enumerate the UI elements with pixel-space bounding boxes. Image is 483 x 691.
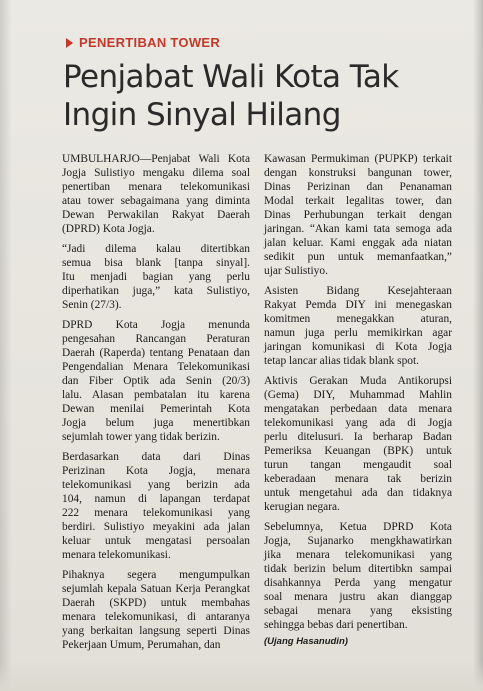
article-line: Rakyat Pemda DIY ini menegaskan <box>264 299 452 311</box>
article-line: 104, namun di lapangan terdapat <box>62 493 250 505</box>
paper-shadow-right <box>473 0 483 691</box>
article-line: sejumlah tower yang tidak berizin. <box>62 431 220 443</box>
article-line: disahkannya Perda yang mengatur <box>264 577 452 589</box>
triangle-bullet-icon <box>66 38 73 48</box>
article-line: UMBULHARJO—Penjabat Wali Kota <box>62 153 250 165</box>
article-line: DPRD Kota Jogja menunda <box>62 319 250 331</box>
article-line: menara telekomunikasi, di antaranya <box>62 611 250 623</box>
article-line: sejumlah kepala Satuan Kerja Perangkat <box>62 583 250 595</box>
article-line: diperhatikan juga,” kata Sulistiyo, <box>62 285 250 297</box>
article-line: dan Fiber Optik ada Senin (20/3) <box>62 375 250 387</box>
article-body <box>62 152 452 658</box>
headline <box>63 58 423 134</box>
article-line: dengan konstruksi bangunan tower, <box>264 167 452 179</box>
article-paragraph <box>62 568 250 652</box>
article-line: keluar untuk mengatasi persoalan <box>62 535 250 547</box>
article-line: jalan keluar. Kami enggak ada niatan <box>264 237 452 249</box>
article-line: (Gema) DIY, Muhammad Mahlin <box>264 389 452 401</box>
article-line: Dinas Perizinan dan Penanaman <box>264 181 452 193</box>
article-line: Perizinan Kota Jogja, menara <box>62 465 250 477</box>
article-line: Kawasan Permukiman (PUPKP) terkait <box>264 153 452 165</box>
article-line: ujar Sulistiyo. <box>264 265 328 277</box>
article-line: 222 menara telekomunikasi yang <box>62 507 250 519</box>
article-line: Modal terkait legalitas tower, dan <box>264 195 452 207</box>
author-byline: (Ujang Hasanudin) <box>264 636 348 647</box>
article-line: sedikit pun untuk memanfaatkan,” <box>264 251 452 263</box>
article-line: Pekerjaan Umum, Perumahan, dan <box>62 639 221 651</box>
article-line: “Jadi dilema kalau ditertibkan <box>62 243 250 255</box>
headline-line: Ingin Sinyal Hilang <box>63 97 341 133</box>
article-line: Dinas Perhubungan terkait dengan <box>264 209 452 221</box>
article-line: berdiri. Sulistiyo meyakini ada jalan <box>62 521 250 533</box>
article-line: menara telekomunikasi. <box>62 549 171 561</box>
article-line: kerugian negara. <box>264 501 340 513</box>
headline-line: Penjabat Wali Kota Tak <box>63 59 399 95</box>
article-paragraph <box>264 284 452 368</box>
article-paragraph <box>264 374 452 514</box>
article-line: Daerah (SKPD) untuk membahas <box>62 597 250 609</box>
article-line: Jogja belum juga menertibkan <box>62 417 250 429</box>
article-line: yang berkaitan langsung seperti Dinas <box>62 625 250 637</box>
article-paragraph <box>62 242 250 312</box>
article-line: komitmen menegakkan aturan, <box>264 313 452 325</box>
article-line: jika menara telekomunikasi yang <box>264 549 452 561</box>
article-line: perlu ditelusuri. Ia berharap Badan <box>264 431 452 443</box>
paper-shadow-left <box>0 0 12 691</box>
article-line: Pihaknya segera mengumpulkan <box>62 569 250 581</box>
paper-bottom-fade <box>0 661 483 691</box>
article-line: pengesahan Rancangan Peraturan <box>62 333 250 345</box>
article-line: Berdasarkan data dari Dinas <box>62 451 250 463</box>
article-line: jaringan. “Akan kami tata semoga ada <box>264 223 452 235</box>
article-line: Senin (27/3). <box>62 299 122 311</box>
article-line: Dewan menilai Pemerintah Kota <box>62 403 250 415</box>
article-line: jaringan komunikasi di Kota Jogja <box>264 341 452 353</box>
article-line: Jogja Sulistiyo mengaku dilema soal <box>62 167 250 179</box>
article-line: Jogja, Sujanarko mengkhawatirkan <box>264 535 452 547</box>
article-line: tidak berizin belum ditertibkn sampai <box>264 563 452 575</box>
article-line: Dewan Perwakilan Rakyat Daerah <box>62 209 250 221</box>
article-line: namun juga perlu memikirkan agar <box>264 327 452 339</box>
article-line: turun tangan mengaudit soal <box>264 459 452 471</box>
article-paragraph <box>264 152 452 278</box>
article-line: keberadaan menara tak berizin <box>264 473 452 485</box>
section-kicker <box>66 35 220 50</box>
article-line: Daerah (Raperda) tentang Penataan dan <box>62 347 250 359</box>
article-line: Asisten Bidang Kesejahteraan <box>264 285 452 297</box>
article-line: Pengendalian Menara Telekomunikasi <box>62 361 250 373</box>
article-paragraph <box>62 152 250 236</box>
article-line: Pemeriksa Keuangan (BPK) untuk <box>264 445 452 457</box>
article-line: sehingga bebas dari penertiban. <box>264 619 408 631</box>
article-line: semua bisa blank [tanpa sinyal]. <box>62 257 250 269</box>
article-line: atau tower sebagaimana yang diminta <box>62 195 250 207</box>
article-line: (DPRD) Kota Jogja. <box>62 223 155 235</box>
article-line: penertiban menara telekomunikasi <box>62 181 250 193</box>
article-column-right <box>264 152 452 658</box>
article-line: mengatakan perbedaan data menara <box>264 403 452 415</box>
article-paragraph <box>62 450 250 562</box>
kicker-label: PENERTIBAN TOWER <box>79 35 221 50</box>
article-line: telekomunikasi yang berizin ada <box>62 479 250 491</box>
article-line: Aktivis Gerakan Muda Antikorupsi <box>264 375 452 387</box>
article-line: Itu menjadi bagian yang perlu <box>62 271 250 283</box>
article-line: telekomunikasi yang ada di Jogja <box>264 417 452 429</box>
article-line: untuk mengetahui ada dan tidaknya <box>264 487 452 499</box>
article-line: Sebelumnya, Ketua DPRD Kota <box>264 521 452 533</box>
article-column-left <box>62 152 250 658</box>
article-paragraph <box>264 520 452 632</box>
article-paragraph <box>62 318 250 444</box>
article-line: lalu. Alasan pembatalan itu karena <box>62 389 250 401</box>
article-line: soal menara justru akan dianggap <box>264 591 452 603</box>
article-line: sebagai menara yang eksisting <box>264 605 452 617</box>
article-line: tetap lancar alias tidak blank spot. <box>264 355 419 367</box>
